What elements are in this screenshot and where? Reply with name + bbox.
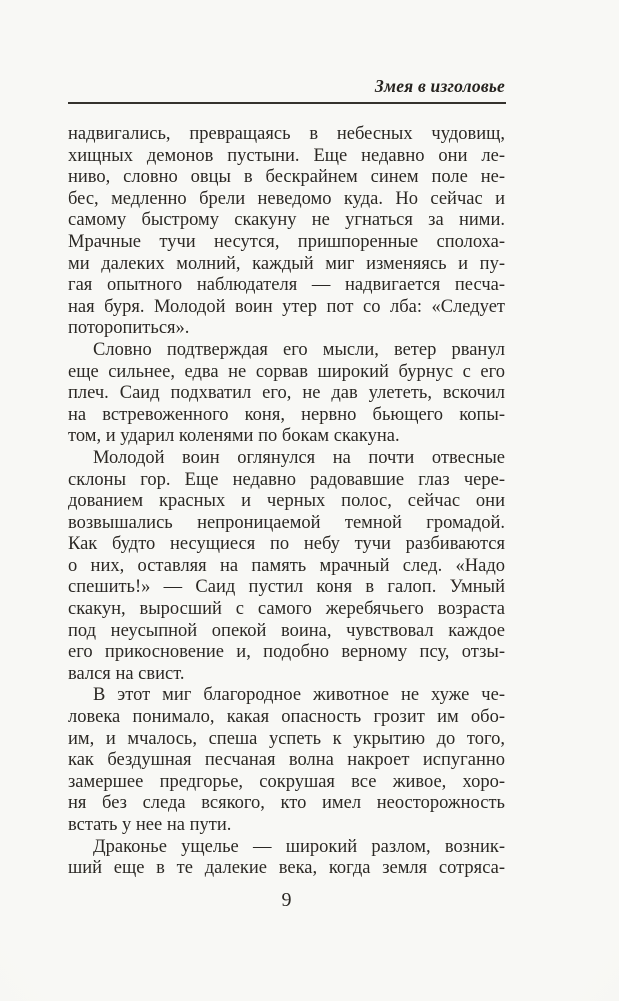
text-line: ловека понимало, какая опасность грозит им обо- [68, 707, 505, 728]
text-line: ший еще в те далекие века, когда земля сотряса- [68, 858, 505, 879]
text-line: склоны гор. Еще недавно радовавшие глаз чере- [68, 469, 505, 490]
paragraph [68, 448, 505, 686]
text-line: дованием красных и черных полос, сейчас они [68, 491, 505, 512]
text-line: возвышались непроницаемой темной громадой. [68, 512, 505, 533]
text-line: встать у нее на пути. [68, 815, 232, 835]
text-line: хищных демонов пустыни. Еще недавно они ле- [68, 145, 505, 166]
paragraph [68, 837, 505, 880]
text-line: ниво, словно овцы в бескрайнем синем поле не- [68, 167, 505, 188]
text-line: ня без следа всякого, кто имел неосторожность [68, 793, 505, 814]
text-line: спешить!» — Саид пустил коня в галоп. Умный [68, 577, 505, 598]
text-line: им, и мчалось, спеша успеть к укрытию до того, [68, 728, 505, 749]
text-line: том, и ударил коленями по бокам скакуна. [68, 426, 400, 447]
text-line: еще сильнее, едва не сорвав широкий бурнус с его [68, 361, 505, 382]
text-line: поторопиться». [68, 318, 190, 339]
text-line: под неусыпной опекой воина, чувствовал каждое [68, 620, 505, 641]
text-line: ная буря. Молодой воин утер пот со лба: «Следует [68, 296, 505, 317]
text-line: о них, оставляя на память мрачный след. «Надо [68, 555, 505, 576]
text-line: Драконье ущелье — широкий разлом, возник- [93, 836, 505, 857]
text-line: самому быстрому скакуну не угнаться за ними. [68, 210, 505, 231]
text-line: Словно подтверждая его мысли, ветер рванул [93, 339, 505, 360]
paragraph [68, 124, 505, 340]
text-line: на встревоженного коня, нервно бьющего копы- [68, 404, 505, 425]
text-line: плеч. Саид подхватил его, не дав улететь, вскочил [68, 383, 505, 404]
paragraph [68, 340, 505, 448]
text-line: бес, медленно брели неведомо куда. Но сейчас и [68, 188, 505, 209]
header-rule [68, 102, 506, 104]
text-line: надвигались, превращаясь в небесных чудовищ, [68, 124, 505, 144]
text-line: как бездушная песчаная волна накроет испуганно [68, 750, 505, 771]
text-line: Как будто несущиеся по небу тучи разбиваются [68, 534, 505, 555]
text-line: Мрачные тучи несутся, пришпоренные сполоха- [68, 231, 505, 252]
text-line: скакун, выросший с самого жеребячьего возраста [68, 599, 505, 620]
text-line: В этот миг благородное животное не хуже че- [93, 685, 505, 706]
text-line: ми далеких молний, каждый миг изменяясь и пу- [68, 253, 505, 274]
text-line: его прикосновение и, подобно верному псу, отзы- [68, 642, 505, 663]
text-line: гая опытного наблюдателя — надвигается песча- [68, 275, 505, 296]
paragraph [68, 685, 505, 836]
text-line: Молодой воин оглянулся на почти отвесные [93, 447, 505, 468]
text-line: вался на свист. [68, 663, 185, 684]
body-text [68, 124, 505, 880]
running-header: Змея в изголовье [374, 76, 505, 96]
page-number: 9 [281, 889, 292, 911]
text-line: замершее предгорье, сокрушая все живое, хоро- [68, 771, 505, 792]
